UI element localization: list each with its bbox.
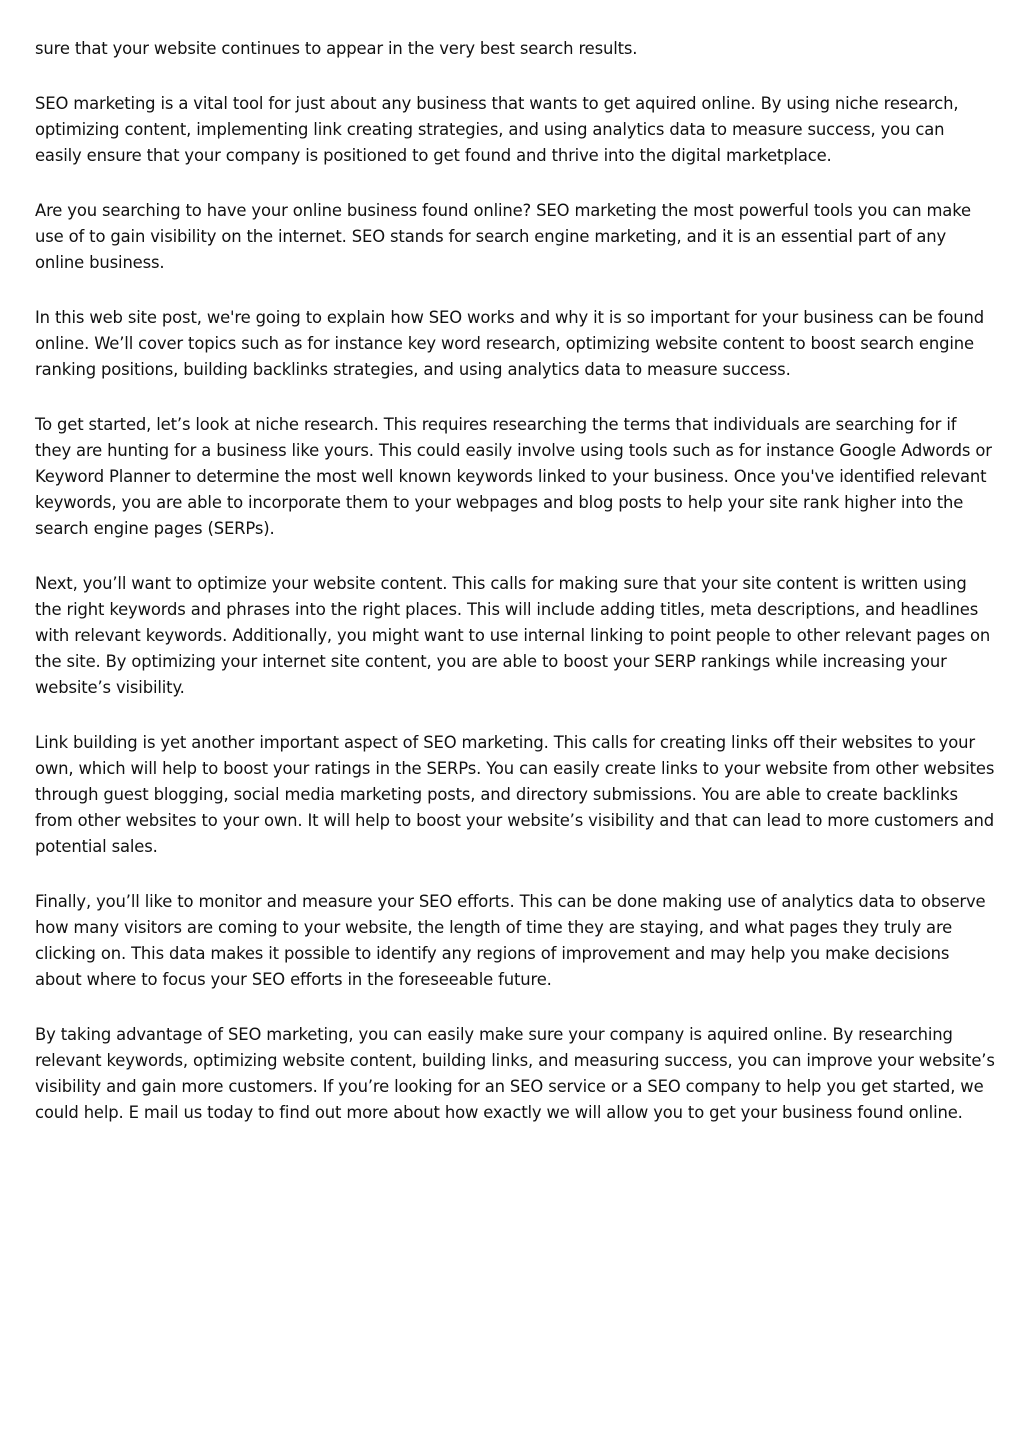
paragraph-3: Are you searching to have your online business found online? SEO marketing the most powerful tools you can make use of to gain visibility on the internet. SEO stands for search engine marketing, and it is an essential part of any online business. <box>35 201 971 272</box>
paragraph-7: Link building is yet another important aspect of SEO marketing. This calls for creating links off their websites to your own, which will help to boost your ratings in the SERPs. You can easily create links to your website from other websites through guest blogging, social media marketing posts, and directory submissions. You are able to create backlinks from other websites to your own. It will help to boost your website’s visibility and that can lead to more customers and potential sales. <box>35 733 995 856</box>
paragraph-1: sure that your website continues to appear in the very best search results. <box>35 39 638 58</box>
paragraph-9: By taking advantage of SEO marketing, you can easily make sure your company is aquired online. By researching relevant keywords, optimizing website content, building links, and measuring success, you can improve your website’s visibility and gain more customers. If you’re looking for an SEO service or a SEO company to help you get started, we could help. E mail us today to find out more about how exactly we will allow you to get your business found online. <box>35 1025 995 1122</box>
paragraph-5: To get started, let’s look at niche research. This requires researching the terms that individuals are searching for if they are hunting for a business like yours. This could easily involve using tools such as for instance Google Adwords or Keyword Planner to determine the most well known keywords linked to your business. Once you've identified relevant keywords, you are able to incorporate them to your webpages and blog posts to help your site rank higher into the search engine pages (SERPs). <box>35 415 992 538</box>
paragraph-8: Finally, you’ll like to monitor and measure your SEO efforts. This can be done making use of analytics data to observe how many visitors are coming to your website, the length of time they are staying, and what pages they truly are clicking on. This data makes it possible to identify any regions of improvement and may help you make decisions about where to focus your SEO efforts in the foreseeable future. <box>35 892 986 989</box>
paragraph-6: Next, you’ll want to optimize your website content. This calls for making sure that your site content is written using the right keywords and phrases into the right places. This will include adding titles, meta descriptions, and headlines with relevant keywords. Additionally, you might want to use internal linking to point people to other relevant pages on the site. By optimizing your internet site content, you are able to boost your SERP rankings while increasing your website’s visibility. <box>35 574 991 697</box>
paragraph-4: In this web site post, we're going to explain how SEO works and why it is so important for your business can be found online. We’ll cover topics such as for instance key word research, optimizing website content to boost search engine ranking positions, building backlinks strategies, and using analytics data to measure success. <box>35 308 985 379</box>
document-body <box>35 36 995 1155</box>
paragraph-2: SEO marketing is a vital tool for just about any business that wants to get aquired online. By using niche research, optimizing content, implementing link creating strategies, and using analytics data to measure success, you can easily ensure that your company is positioned to get found and thrive into the digital marketplace. <box>35 94 959 165</box>
